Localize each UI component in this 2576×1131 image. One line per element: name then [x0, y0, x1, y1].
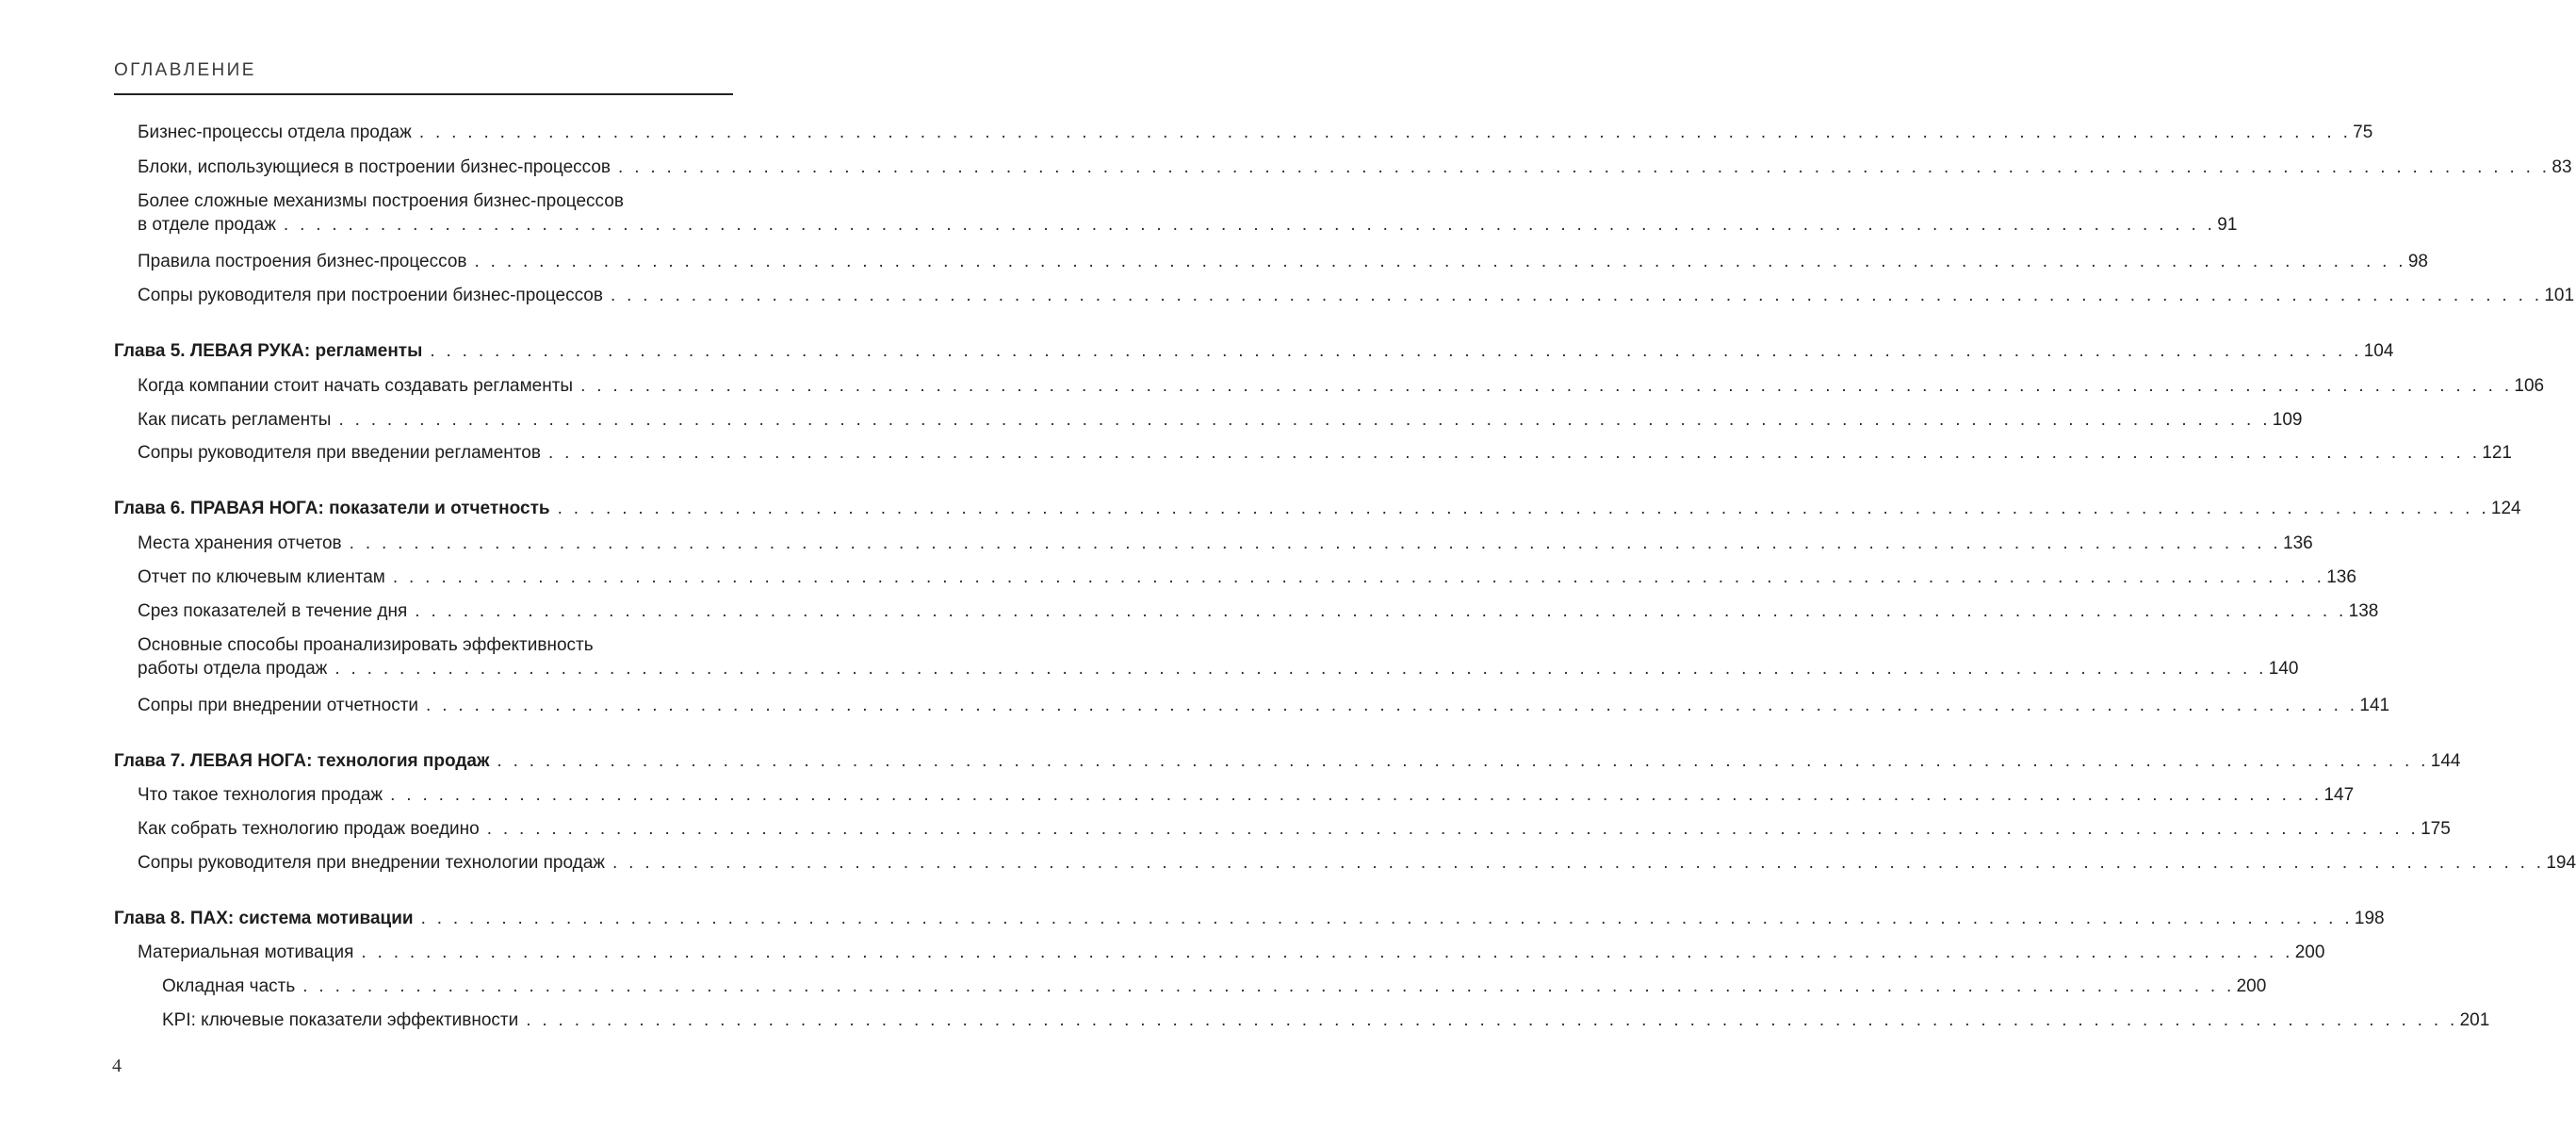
toc-entry-row — [138, 441, 2512, 465]
toc-entry-page-number: 138 — [2348, 601, 2379, 621]
toc-entry-row — [114, 749, 2461, 773]
toc-entry-page-number: 136 — [2283, 533, 2313, 553]
toc-entry-row — [162, 1008, 2490, 1032]
dot-leader: . . . . . . . . . . . . . . . . . . . . . . . . . . . . . . . . . . . . . . . . . . . . . . . . . . . . . . . . . . . . . . . . . . . . . . . . . . . . . . . . . . . . . . . . . . . . . . . . . . . . . . . . . . . . . . . . . . . . . . . . — [610, 286, 2543, 305]
dot-leader: . . . . . . . . . . . . . . . . . . . . . . . . . . . . . . . . . . . . . . . . . . . . . . . . . . . . . . . . . . . . . . . . . . . . . . . . . . . . . . . . . . . . . . . . . . . . . . . . . . . . . . . . . . . . . . . . . . . . . . . . — [497, 751, 2429, 771]
toc-section — [138, 633, 2299, 680]
toc-section — [138, 817, 2451, 841]
dot-leader: . . . . . . . . . . . . . . . . . . . . . . . . . . . . . . . . . . . . . . . . . . . . . . . . . . . . . . . . . . . . . . . . . . . . . . . . . . . . . . . . . . . . . . . . . . . . . . . . . . . . . . . . . . . . . . . . . . . . . . . . — [283, 215, 2216, 235]
toc-entry-page-number: 91 — [2217, 215, 2238, 235]
toc-entry-row — [138, 851, 2576, 875]
toc-section — [138, 189, 2238, 237]
toc-entry-row — [138, 121, 2373, 144]
toc-entry-page-number: 194 — [2546, 853, 2576, 873]
toc-section — [138, 284, 2575, 307]
toc-chapter — [114, 749, 2461, 773]
dot-leader: . . . . . . . . . . . . . . . . . . . . . . . . . . . . . . . . . . . . . . . . . . . . . . . . . . . . . . . . . . . . . . . . . . . . . . . . . . . . . . . . . . . . . . . . . . . . . . . . . . . . . . . . . . . . . . . . . . . . . . . . — [557, 499, 2489, 518]
toc-entry-title: Когда компании стоит начать создавать регламенты — [138, 376, 574, 396]
toc-entry-row — [114, 907, 2385, 930]
toc-entry-row — [138, 694, 2390, 717]
toc-entry-title-line: Более сложные механизмы построения бизнес-процессов — [138, 191, 624, 211]
toc-entry-title: Материальная мотивация — [138, 942, 354, 962]
toc-section — [138, 783, 2355, 807]
toc-entry-row — [138, 156, 2572, 179]
dot-leader: . . . . . . . . . . . . . . . . . . . . . . . . . . . . . . . . . . . . . . . . . . . . . . . . . . . . . . . . . . . . . . . . . . . . . . . . . . . . . . . . . . . . . . . . . . . . . . . . . . . . . . . . . . . . . . . . . . . . . . . . — [418, 123, 2352, 142]
toc-entry-page-number: 75 — [2353, 123, 2373, 142]
toc-entry-page-number: 83 — [2552, 157, 2572, 177]
toc-entry-row — [162, 975, 2267, 998]
toc-entry-title: Места хранения отчетов — [138, 533, 342, 553]
toc-entry-title: Отчет по ключевым клиентам — [138, 567, 385, 587]
toc-entry-page-number: 147 — [2323, 785, 2355, 805]
toc-entry-row — [138, 566, 2356, 589]
toc-section — [138, 250, 2428, 273]
toc-entry-title: Блоки, использующиеся в построении бизнес-процессов — [138, 157, 611, 177]
toc-entry-page-number: 175 — [2421, 819, 2451, 839]
dot-leader: . . . . . . . . . . . . . . . . . . . . . . . . . . . . . . . . . . . . . . . . . . . . . . . . . . . . . . . . . . . . . . . . . . . . . . . . . . . . . . . . . . . . . . . . . . . . . . . . . . . . . . . . . . . . . . . . . . . . . . . . — [547, 443, 2481, 463]
dot-leader: . . . . . . . . . . . . . . . . . . . . . . . . . . . . . . . . . . . . . . . . . . . . . . . . . . . . . . . . . . . . . . . . . . . . . . . . . . . . . . . . . . . . . . . . . . . . . . . . . . . . . . . . . . . . . . . . . . . . . . . . — [618, 157, 2551, 177]
toc-section — [138, 532, 2313, 555]
toc-entry-page-number: 136 — [2326, 567, 2356, 587]
toc-section — [138, 566, 2356, 589]
toc-section — [138, 694, 2390, 717]
toc-entry-row — [138, 599, 2379, 623]
dot-leader: . . . . . . . . . . . . . . . . . . . . . . . . . . . . . . . . . . . . . . . . . . . . . . . . . . . . . . . . . . . . . . . . . . . . . . . . . . . . . . . . . . . . . . . . . . . . . . . . . . . . . . . . . . . . . . . . . . . . . . . . — [612, 853, 2545, 873]
dot-leader: . . . . . . . . . . . . . . . . . . . . . . . . . . . . . . . . . . . . . . . . . . . . . . . . . . . . . . . . . . . . . . . . . . . . . . . . . . . . . . . . . . . . . . . . . . . . . . . . . . . . . . . . . . . . . . . . . . . . . . . . — [302, 976, 2235, 996]
toc-entry-row — [138, 941, 2325, 964]
toc-entry-title: в отделе продаж — [138, 215, 276, 235]
dot-leader: . . . . . . . . . . . . . . . . . . . . . . . . . . . . . . . . . . . . . . . . . . . . . . . . . . . . . . . . . . . . . . . . . . . . . . . . . . . . . . . . . . . . . . . . . . . . . . . . . . . . . . . . . . . . . . . . . . . . . . . . — [349, 533, 2281, 553]
toc-entry-page-number: 124 — [2490, 499, 2521, 518]
toc-section — [162, 975, 2267, 998]
toc-section — [138, 941, 2325, 964]
toc-entry-page-number: 104 — [2363, 341, 2394, 361]
toc-section — [138, 408, 2303, 432]
toc-entry-row — [138, 532, 2313, 555]
toc-entry-page-number: 121 — [2482, 443, 2512, 463]
toc-chapter — [114, 907, 2385, 930]
toc-entry-title-line: Основные способы проанализировать эффективность — [138, 635, 594, 655]
toc-entry-title: Что такое технология продаж — [138, 785, 383, 805]
toc-entry-page-number: 144 — [2430, 751, 2461, 771]
toc-entry-title: Бизнес-процессы отдела продаж — [138, 123, 412, 142]
toc-entry-row — [114, 497, 2521, 520]
toc-entry-page-number: 98 — [2407, 252, 2428, 271]
toc-entry-title: Окладная часть — [162, 976, 296, 996]
toc-entry-title: Сопры при внедрении отчетности — [138, 696, 419, 715]
toc-entry-row — [138, 657, 2299, 680]
dot-leader: . . . . . . . . . . . . . . . . . . . . . . . . . . . . . . . . . . . . . . . . . . . . . . . . . . . . . . . . . . . . . . . . . . . . . . . . . . . . . . . . . . . . . . . . . . . . . . . . . . . . . . . . . . . . . . . . . . . . . . . . — [430, 341, 2362, 361]
toc-chapter — [114, 339, 2394, 363]
toc-section — [138, 374, 2545, 398]
toc-chapter — [114, 497, 2521, 520]
dot-leader: . . . . . . . . . . . . . . . . . . . . . . . . . . . . . . . . . . . . . . . . . . . . . . . . . . . . . . . . . . . . . . . . . . . . . . . . . . . . . . . . . . . . . . . . . . . . . . . . . . . . . . . . . . . . . . . . . . . . . . . . — [526, 1010, 2458, 1030]
toc-entry-row — [138, 817, 2451, 841]
toc-entry-page-number: 198 — [2354, 909, 2385, 928]
toc-entry-title: работы отдела продаж — [138, 659, 328, 679]
toc-entry-title: Глава 6. ПРАВАЯ НОГА: показатели и отчетность — [114, 499, 550, 518]
toc-entry-title: Глава 8. ПАХ: система мотивации — [114, 909, 414, 928]
toc-entry-title: Сопры руководителя при внедрении технологии продаж — [138, 853, 605, 873]
toc-entry-page-number: 141 — [2359, 696, 2390, 715]
toc-entry-title: Правила построения бизнес-процессов — [138, 252, 467, 271]
toc-entry-row — [138, 408, 2303, 432]
toc-entry-page-number: 140 — [2268, 659, 2299, 679]
toc-entry-title: Как писать регламенты — [138, 410, 332, 430]
toc-section — [138, 851, 2576, 875]
dot-leader: . . . . . . . . . . . . . . . . . . . . . . . . . . . . . . . . . . . . . . . . . . . . . . . . . . . . . . . . . . . . . . . . . . . . . . . . . . . . . . . . . . . . . . . . . . . . . . . . . . . . . . . . . . . . . . . . . . . . . . . . — [486, 819, 2420, 839]
toc-entry-page-number: 106 — [2514, 376, 2545, 396]
toc-entry-title: KPI: ключевые показатели эффективности — [162, 1010, 519, 1030]
toc-entry-row — [138, 213, 2238, 237]
toc-entry-row — [138, 374, 2545, 398]
toc-entry-row — [138, 783, 2355, 807]
toc-entry-page-number: 200 — [2236, 976, 2267, 996]
page-number: 4 — [112, 1056, 122, 1076]
toc-entry-title: Глава 7. ЛЕВАЯ НОГА: технология продаж — [114, 751, 490, 771]
toc-entry-page-number: 200 — [2294, 942, 2325, 962]
toc-section — [138, 156, 2572, 179]
dot-leader: . . . . . . . . . . . . . . . . . . . . . . . . . . . . . . . . . . . . . . . . . . . . . . . . . . . . . . . . . . . . . . . . . . . . . . . . . . . . . . . . . . . . . . . . . . . . . . . . . . . . . . . . . . . . . . . . . . . . . . . . — [420, 909, 2353, 928]
toc-entry-row — [138, 284, 2575, 307]
dot-leader: . . . . . . . . . . . . . . . . . . . . . . . . . . . . . . . . . . . . . . . . . . . . . . . . . . . . . . . . . . . . . . . . . . . . . . . . . . . . . . . . . . . . . . . . . . . . . . . . . . . . . . . . . . . . . . . . . . . . . . . . — [474, 252, 2406, 271]
toc-entry-title: Глава 5. ЛЕВАЯ РУКА: регламенты — [114, 341, 423, 361]
running-header: ОГЛАВЛЕНИЕ — [114, 60, 256, 80]
dot-leader: . . . . . . . . . . . . . . . . . . . . . . . . . . . . . . . . . . . . . . . . . . . . . . . . . . . . . . . . . . . . . . . . . . . . . . . . . . . . . . . . . . . . . . . . . . . . . . . . . . . . . . . . . . . . . . . . . . . . . . . . — [580, 376, 2513, 396]
toc-entry-page-number: 201 — [2459, 1010, 2490, 1030]
toc-section — [138, 599, 2379, 623]
dot-leader: . . . . . . . . . . . . . . . . . . . . . . . . . . . . . . . . . . . . . . . . . . . . . . . . . . . . . . . . . . . . . . . . . . . . . . . . . . . . . . . . . . . . . . . . . . . . . . . . . . . . . . . . . . . . . . . . . . . . . . . . — [338, 410, 2271, 430]
dot-leader: . . . . . . . . . . . . . . . . . . . . . . . . . . . . . . . . . . . . . . . . . . . . . . . . . . . . . . . . . . . . . . . . . . . . . . . . . . . . . . . . . . . . . . . . . . . . . . . . . . . . . . . . . . . . . . . . . . . . . . . . — [415, 601, 2347, 621]
toc-entry-title: Как собрать технологию продаж воедино — [138, 819, 480, 839]
toc-entry-row — [138, 250, 2428, 273]
toc-section — [138, 441, 2512, 465]
dot-leader: . . . . . . . . . . . . . . . . . . . . . . . . . . . . . . . . . . . . . . . . . . . . . . . . . . . . . . . . . . . . . . . . . . . . . . . . . . . . . . . . . . . . . . . . . . . . . . . . . . . . . . . . . . . . . . . . . . . . . . . . — [392, 567, 2325, 587]
toc-entry-title: Срез показателей в течение дня — [138, 601, 408, 621]
toc-entry-page-number: 109 — [2272, 410, 2303, 430]
dot-leader: . . . . . . . . . . . . . . . . . . . . . . . . . . . . . . . . . . . . . . . . . . . . . . . . . . . . . . . . . . . . . . . . . . . . . . . . . . . . . . . . . . . . . . . . . . . . . . . . . . . . . . . . . . . . . . . . . . . . . . . . — [334, 659, 2267, 679]
dot-leader: . . . . . . . . . . . . . . . . . . . . . . . . . . . . . . . . . . . . . . . . . . . . . . . . . . . . . . . . . . . . . . . . . . . . . . . . . . . . . . . . . . . . . . . . . . . . . . . . . . . . . . . . . . . . . . . . . . . . . . . . — [426, 696, 2358, 715]
dot-leader: . . . . . . . . . . . . . . . . . . . . . . . . . . . . . . . . . . . . . . . . . . . . . . . . . . . . . . . . . . . . . . . . . . . . . . . . . . . . . . . . . . . . . . . . . . . . . . . . . . . . . . . . . . . . . . . . . . . . . . . . — [390, 785, 2323, 805]
toc-entry-page-number: 101 — [2544, 286, 2575, 305]
toc-section — [138, 121, 2373, 144]
toc-entry-title: Сопры руководителя при построении бизнес-процессов — [138, 286, 603, 305]
dot-leader: . . . . . . . . . . . . . . . . . . . . . . . . . . . . . . . . . . . . . . . . . . . . . . . . . . . . . . . . . . . . . . . . . . . . . . . . . . . . . . . . . . . . . . . . . . . . . . . . . . . . . . . . . . . . . . . . . . . . . . . . — [361, 942, 2293, 962]
toc-entry-title: Сопры руководителя при введении регламентов — [138, 443, 541, 463]
toc-entry-row — [114, 339, 2394, 363]
toc-section — [162, 1008, 2490, 1032]
